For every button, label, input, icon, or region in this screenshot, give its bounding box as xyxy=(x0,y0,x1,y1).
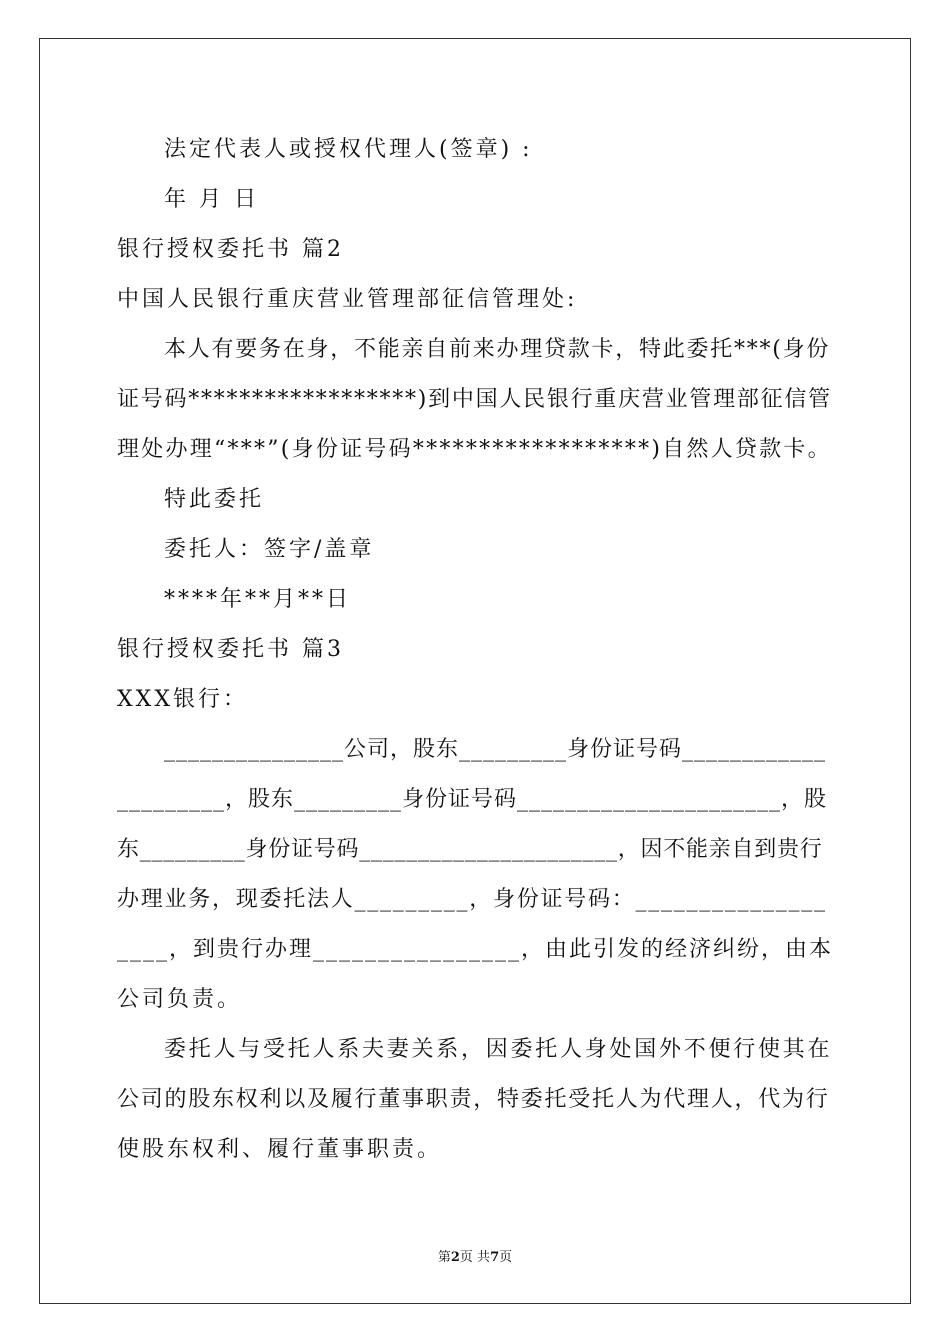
footer-prefix: 第 xyxy=(437,1250,451,1265)
date-line: ****年**月**日 xyxy=(164,587,352,612)
paragraph-line: _________，股东_________身份证号码______________________，股 xyxy=(117,787,828,812)
section-heading-3: 银行授权委托书 篇3 xyxy=(117,637,344,662)
paragraph-line: 公司负责。 xyxy=(117,987,243,1012)
addressee-line: XXX银行： xyxy=(117,687,248,712)
page-number-footer xyxy=(0,1246,950,1265)
footer-suffix: 页 xyxy=(499,1250,513,1265)
addressee-line: 中国人民银行重庆营业管理部征信管理处: xyxy=(117,287,578,312)
current-page: 2 xyxy=(450,1250,460,1265)
footer-mid: 页 共 xyxy=(459,1250,491,1265)
paragraph-line: 公司的股东权利以及履行董事职责，特委托受托人为代理人，代为行 xyxy=(117,1087,830,1112)
paragraph-line: 证号码******************)到中国人民银行重庆营业管理部征信管 xyxy=(117,387,832,412)
principal-line: 委托人：签字/盖章 xyxy=(164,537,375,562)
paragraph-line: 理处办理“***”(身份证号码******************)自然人贷款卡。 xyxy=(117,437,832,462)
paragraph-line: ____，到贵行办理________________，由此引发的经济纠纷，由本 xyxy=(117,937,834,962)
paragraph-line: 东_________身份证号码______________________，因不能亲自到贵行 xyxy=(117,837,823,862)
signature-line: 法定代表人或授权代理人(签章) : xyxy=(164,137,533,162)
paragraph-line: 使股东权利、履行董事职责。 xyxy=(117,1137,443,1162)
paragraph-line: 本人有要务在身，不能亲自前来办理贷款卡，特此委托***(身份 xyxy=(164,337,831,362)
closing-line: 特此委托 xyxy=(164,487,265,512)
paragraph-line: _______________公司，股东_________身份证号码____________ xyxy=(164,737,827,762)
date-line: 年 月 日 xyxy=(164,187,259,212)
paragraph-line: 委托人与受托人系夫妻关系，因委托人身处国外不便行使其在 xyxy=(164,1037,833,1062)
paragraph-line: 办理业务，现委托法人_________，身份证号码：_______________ xyxy=(117,887,827,912)
section-heading-2: 银行授权委托书 篇2 xyxy=(117,237,344,262)
total-pages: 7 xyxy=(490,1250,500,1265)
